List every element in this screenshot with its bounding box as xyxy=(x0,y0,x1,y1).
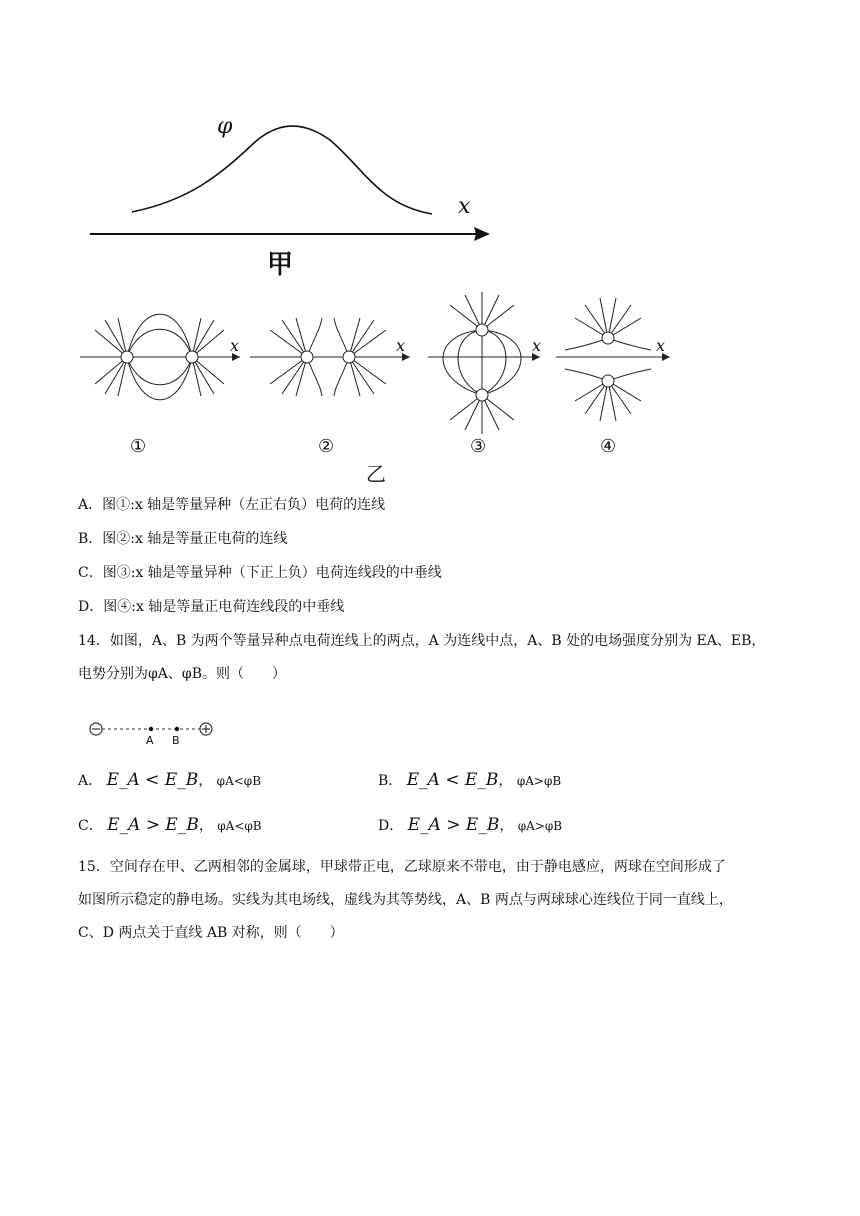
q15-text: 空间存在甲、乙两相邻的金属球，甲球带正电，乙球原来不带电，由于静电感应，两球在空间形成了 xyxy=(109,859,726,875)
option-key: B． xyxy=(378,773,403,789)
option-relation: E_A < E_B xyxy=(406,770,499,790)
option-potential: φA<φB xyxy=(216,774,262,788)
q14-stem-end: B， xyxy=(741,633,766,649)
q14-stem-text: 如图，A、B 为两个等量异种点电荷连线上的两点，A 为连线中点，A、B 处的电场强度分别为 E xyxy=(109,633,707,649)
q14-number: 14． xyxy=(78,633,110,649)
q15-line1 xyxy=(78,857,726,877)
option-potential: φA>φB xyxy=(516,774,562,788)
panel-1-x-label: x xyxy=(230,336,240,355)
option-potential: φA<φB xyxy=(217,819,262,833)
option-key: B． xyxy=(78,531,103,547)
q14-option-c: C． E_A > E_B， φA<φB xyxy=(78,815,262,835)
panel-2-label: ② xyxy=(318,436,335,457)
point-b-dot xyxy=(175,727,179,731)
q15-line2: 如图所示稳定的静电场。实线为其电场线，虚线为其等势线，A、B 两点与两球球心连线位于同一直线上， xyxy=(78,892,733,908)
option-text: 图②:x 轴是等量正电荷的连线 xyxy=(102,531,288,547)
q14-stem-tail: A、E xyxy=(706,633,742,649)
panel-4-label: ④ xyxy=(600,436,617,457)
option-text: 图③:x 轴是等量异种（下正上负）电荷连线段的中垂线 xyxy=(102,565,442,581)
point-a-dot xyxy=(149,727,153,731)
panel-3-label: ③ xyxy=(470,436,487,457)
q14-stem-line2: 电势分别为φA、φB。则（ ） xyxy=(78,666,287,682)
q14-point-b-label: B xyxy=(172,734,180,747)
q14-option-b: B． E_A < E_B， φA>φB xyxy=(378,770,562,790)
figure-jia-caption: 甲 xyxy=(267,250,294,280)
option-key: D． xyxy=(378,818,404,834)
q14-option-d: D． E_A > E_B， φA>φB xyxy=(378,815,563,835)
q14-option-a: A． E_A < E_B， φA<φB xyxy=(78,770,262,790)
q14-point-a-label: A xyxy=(146,734,154,747)
option-key: C． xyxy=(78,818,103,834)
option-potential: φA>φB xyxy=(517,819,563,833)
option-key: A． xyxy=(78,497,103,513)
option-relation: E_A > E_B xyxy=(107,815,199,835)
panel-2-x-label: x xyxy=(396,336,406,355)
panel-4-x-label: x xyxy=(656,336,666,355)
option-text: 图④:x 轴是等量正电荷连线段的中垂线 xyxy=(103,599,345,615)
panel-3-x-label: x xyxy=(532,336,542,355)
panel-1-label: ① xyxy=(130,436,147,457)
option-key: A． xyxy=(78,773,103,789)
option-relation: E_A < E_B xyxy=(106,770,199,790)
phi-axis-label: φ xyxy=(217,114,233,139)
option-relation: E_A > E_B xyxy=(407,815,500,835)
figure-yi-caption: 乙 xyxy=(366,462,386,486)
option-text: 图①:x 轴是等量异种（左正右负）电荷的连线 xyxy=(102,497,386,513)
option-key: D． xyxy=(78,599,104,615)
x-axis-label: x xyxy=(458,194,471,219)
q15-line3: C、D 两点关于直线 AB 对称，则（ ） xyxy=(78,925,344,941)
q15-number: 15． xyxy=(78,859,110,875)
option-key: C． xyxy=(78,565,103,581)
